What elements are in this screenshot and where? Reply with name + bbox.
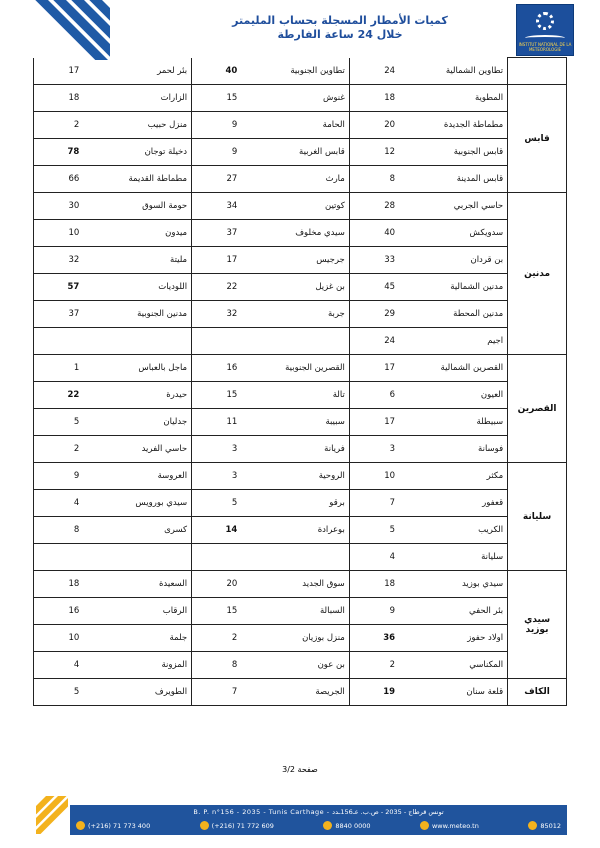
- rainfall-value: [192, 328, 242, 355]
- table-row: [34, 355, 567, 382]
- station-name: مطماطة الجديدة: [399, 112, 508, 139]
- rainfall-value: 37: [34, 301, 84, 328]
- rainfall-table: [33, 57, 567, 706]
- station-name: سبيبة: [241, 409, 349, 436]
- phone-contact: [200, 821, 274, 830]
- rainfall-value: 18: [34, 85, 84, 112]
- title-line-2: خلال 24 ساعة الفارطة: [277, 28, 403, 41]
- station-name: سيدي بوزيد: [399, 571, 508, 598]
- rainfall-value: 36: [349, 625, 399, 652]
- rainfall-value: 22: [192, 274, 242, 301]
- station-name: قابس الجنوبية: [399, 139, 508, 166]
- wave-icon: [525, 35, 565, 41]
- station-name: سبيطلة: [399, 409, 508, 436]
- rainfall-value: 40: [349, 220, 399, 247]
- table-row: [34, 274, 567, 301]
- station-name: [241, 544, 349, 571]
- table-row: [34, 247, 567, 274]
- station-name: غنوش: [241, 85, 349, 112]
- station-name: مدنين الشمالية: [399, 274, 508, 301]
- station-name: مكثر: [399, 463, 508, 490]
- station-name: الكريب: [399, 517, 508, 544]
- rainfall-value: 19: [349, 679, 399, 706]
- toll-free-icon: [323, 821, 332, 830]
- rainfall-value: 8: [349, 166, 399, 193]
- station-name: [83, 328, 191, 355]
- station-name: السبالة: [241, 598, 349, 625]
- rainfall-value: 17: [192, 247, 242, 274]
- governorate-cell: سيدي بوزيد: [508, 571, 567, 679]
- rainfall-value: 10: [349, 463, 399, 490]
- station-name: فوسانة: [399, 436, 508, 463]
- rainfall-value: 2: [192, 625, 242, 652]
- station-name: قلعة سنان: [399, 679, 508, 706]
- station-name: [241, 328, 349, 355]
- rainfall-value: 3: [192, 463, 242, 490]
- rainfall-value: 27: [192, 166, 242, 193]
- station-name: اللوديات: [83, 274, 191, 301]
- station-name: العيون: [399, 382, 508, 409]
- station-name: حومة السوق: [83, 193, 191, 220]
- rainfall-value: 57: [34, 274, 84, 301]
- station-name: اولاد حفوز: [399, 625, 508, 652]
- station-name: الجريصة: [241, 679, 349, 706]
- rainfall-value: 5: [192, 490, 242, 517]
- rainfall-value: 12: [349, 139, 399, 166]
- rainfall-value: 15: [192, 382, 242, 409]
- station-name: سليانة: [399, 544, 508, 571]
- rainfall-value: 16: [34, 598, 84, 625]
- station-name: المكناسي: [399, 652, 508, 679]
- station-name: بن عون: [241, 652, 349, 679]
- rainfall-value: 32: [192, 301, 242, 328]
- station-name: ميدون: [83, 220, 191, 247]
- rainfall-value: 10: [34, 220, 84, 247]
- station-name: بوعرادة: [241, 517, 349, 544]
- table-row: [34, 598, 567, 625]
- station-name: الطويرف: [83, 679, 191, 706]
- governorate-cell: سليانة: [508, 463, 567, 571]
- fax-contact: [76, 821, 150, 830]
- rainfall-value: 32: [34, 247, 84, 274]
- toll-free-contact: [323, 821, 370, 830]
- station-name: قابس المدينة: [399, 166, 508, 193]
- sms-contact: [528, 821, 561, 830]
- station-name: مارث: [241, 166, 349, 193]
- fax-icon: [76, 821, 85, 830]
- table-row: [34, 544, 567, 571]
- station-name: المزونة: [83, 652, 191, 679]
- rainfall-value: 2: [34, 436, 84, 463]
- rainfall-value: 15: [192, 85, 242, 112]
- station-name: القصرين الجنوبية: [241, 355, 349, 382]
- governorate-cell: القصرين: [508, 355, 567, 463]
- table-row: [34, 301, 567, 328]
- governorate-cell: مدنين: [508, 193, 567, 355]
- table-row: [34, 436, 567, 463]
- table-row: [34, 328, 567, 355]
- rainfall-value: 7: [349, 490, 399, 517]
- station-name: منزل حبيب: [83, 112, 191, 139]
- table-row: [34, 112, 567, 139]
- station-name: سوق الجديد: [241, 571, 349, 598]
- station-name: جربة: [241, 301, 349, 328]
- station-name: تطاوين الجنوبية: [241, 58, 349, 85]
- table-row: [34, 571, 567, 598]
- rainfall-value: 37: [192, 220, 242, 247]
- rainfall-value: 9: [192, 112, 242, 139]
- rainfall-value: 18: [34, 571, 84, 598]
- station-name: حاسي الجربي: [399, 193, 508, 220]
- station-name: ماجل بالعباس: [83, 355, 191, 382]
- rainfall-value: 22: [34, 382, 84, 409]
- rainfall-value: 17: [349, 409, 399, 436]
- sun-icon: [536, 12, 554, 30]
- station-name: حاسي الفريد: [83, 436, 191, 463]
- fax-number: (+216) 71 773 400: [88, 821, 151, 830]
- rainfall-value: 8: [192, 652, 242, 679]
- rainfall-value: 9: [34, 463, 84, 490]
- rainfall-value: 1: [34, 355, 84, 382]
- rainfall-value: 33: [349, 247, 399, 274]
- table-row: [34, 166, 567, 193]
- title-line-1: كميات الأمطار المسجلة بحساب المليمتر: [232, 14, 448, 27]
- rainfall-value: 4: [349, 544, 399, 571]
- rainfall-value: 66: [34, 166, 84, 193]
- rainfall-value: 17: [349, 355, 399, 382]
- rainfall-value: 5: [34, 409, 84, 436]
- rainfall-value: 24: [349, 328, 399, 355]
- header-decoration-stripes: [0, 0, 110, 60]
- station-name: سيدي مخلوف: [241, 220, 349, 247]
- station-name: الروحية: [241, 463, 349, 490]
- station-name: برقو: [241, 490, 349, 517]
- rainfall-value: 14: [192, 517, 242, 544]
- website-contact[interactable]: [420, 821, 479, 830]
- station-name: الرقاب: [83, 598, 191, 625]
- rainfall-value: 9: [192, 139, 242, 166]
- station-name: اجيم: [399, 328, 508, 355]
- rainfall-value: 7: [192, 679, 242, 706]
- rainfall-value: 40: [192, 58, 242, 85]
- station-name: جلمة: [83, 625, 191, 652]
- rainfall-value: 9: [349, 598, 399, 625]
- station-name: مدنين الجنوبية: [83, 301, 191, 328]
- footer-bar: [70, 805, 567, 835]
- rainfall-value: 5: [34, 679, 84, 706]
- station-name: قعفور: [399, 490, 508, 517]
- station-name: منزل بوزيان: [241, 625, 349, 652]
- rainfall-value: 24: [349, 58, 399, 85]
- rainfall-value: 30: [34, 193, 84, 220]
- rainfall-value: 5: [349, 517, 399, 544]
- rainfall-value: 78: [34, 139, 84, 166]
- station-name: قابس الغربية: [241, 139, 349, 166]
- table-row: [34, 679, 567, 706]
- station-name: بن غزيل: [241, 274, 349, 301]
- station-name: سيدي بورويس: [83, 490, 191, 517]
- table-row: [34, 625, 567, 652]
- governorate-cell: [508, 58, 567, 85]
- station-name: بن قردان: [399, 247, 508, 274]
- rainfall-value: 4: [34, 490, 84, 517]
- station-name: القصرين الشمالية: [399, 355, 508, 382]
- sms-number: 85012: [540, 821, 561, 830]
- governorate-cell: قابس: [508, 85, 567, 193]
- rainfall-value: [34, 328, 84, 355]
- rainfall-value: 2: [34, 112, 84, 139]
- rainfall-value: 10: [34, 625, 84, 652]
- institute-logo: [516, 4, 574, 56]
- station-name: [83, 544, 191, 571]
- footer-decoration-stripes: [36, 796, 68, 834]
- table-row: [34, 193, 567, 220]
- rainfall-value: 29: [349, 301, 399, 328]
- page-title: [180, 14, 500, 42]
- table-row: [34, 517, 567, 544]
- rainfall-value: 45: [349, 274, 399, 301]
- table-row: [34, 382, 567, 409]
- phone-number: (+216) 71 772 609: [211, 821, 274, 830]
- website-link[interactable]: www.meteo.tn: [431, 821, 479, 830]
- table-row: [34, 139, 567, 166]
- station-name: تالة: [241, 382, 349, 409]
- rainfall-value: 18: [349, 571, 399, 598]
- station-name: كسرى: [83, 517, 191, 544]
- footer-address: B. P. n°156 - 2035 - Tunis Carthage - تونس قرطاج - 2035 - ص.ب. عـ156ـدد: [193, 808, 444, 816]
- station-name: مليتة: [83, 247, 191, 274]
- station-name: دخيلة توجان: [83, 139, 191, 166]
- table-row: [34, 58, 567, 85]
- rainfall-value: 11: [192, 409, 242, 436]
- governorate-cell: الكاف: [508, 679, 567, 706]
- table-row: [34, 463, 567, 490]
- station-name: العروسة: [83, 463, 191, 490]
- table-row: [34, 409, 567, 436]
- rainfall-value: 20: [192, 571, 242, 598]
- rainfall-value: 8: [34, 517, 84, 544]
- station-name: فريانة: [241, 436, 349, 463]
- station-name: مطماطة القديمة: [83, 166, 191, 193]
- rainfall-value: 17: [34, 58, 84, 85]
- logo-caption: INSTITUT NATIONAL DE LA METEOROLOGIE: [518, 42, 572, 52]
- rainfall-value: [192, 544, 242, 571]
- station-name: كوتين: [241, 193, 349, 220]
- rainfall-value: 6: [349, 382, 399, 409]
- phone-icon: [200, 821, 209, 830]
- station-name: الحامة: [241, 112, 349, 139]
- station-name: جرجيس: [241, 247, 349, 274]
- table-row: [34, 85, 567, 112]
- rainfall-value: [34, 544, 84, 571]
- rainfall-value: 16: [192, 355, 242, 382]
- station-name: تطاوين الشمالية: [399, 58, 508, 85]
- table-row: [34, 220, 567, 247]
- station-name: الزارات: [83, 85, 191, 112]
- rainfall-value: 18: [349, 85, 399, 112]
- station-name: حيدرة: [83, 382, 191, 409]
- rainfall-value: 3: [349, 436, 399, 463]
- rainfall-value: 15: [192, 598, 242, 625]
- station-name: سدويكش: [399, 220, 508, 247]
- rainfall-value: 28: [349, 193, 399, 220]
- rainfall-value: 20: [349, 112, 399, 139]
- footer-contacts: [76, 821, 561, 830]
- station-name: بئر الحفي: [399, 598, 508, 625]
- station-name: مدنين المحطة: [399, 301, 508, 328]
- rainfall-value: 3: [192, 436, 242, 463]
- sms-icon: [528, 821, 537, 830]
- station-name: المطوية: [399, 85, 508, 112]
- rainfall-value: 4: [34, 652, 84, 679]
- station-name: بئر لحمر: [83, 58, 191, 85]
- toll-free-number: 8840 0000: [335, 821, 371, 830]
- rainfall-value: 34: [192, 193, 242, 220]
- globe-icon: [420, 821, 429, 830]
- page-number: صفحة 3/2: [282, 765, 318, 774]
- rainfall-value: 2: [349, 652, 399, 679]
- table-row: [34, 490, 567, 517]
- station-name: جدليان: [83, 409, 191, 436]
- station-name: السعيدة: [83, 571, 191, 598]
- table-row: [34, 652, 567, 679]
